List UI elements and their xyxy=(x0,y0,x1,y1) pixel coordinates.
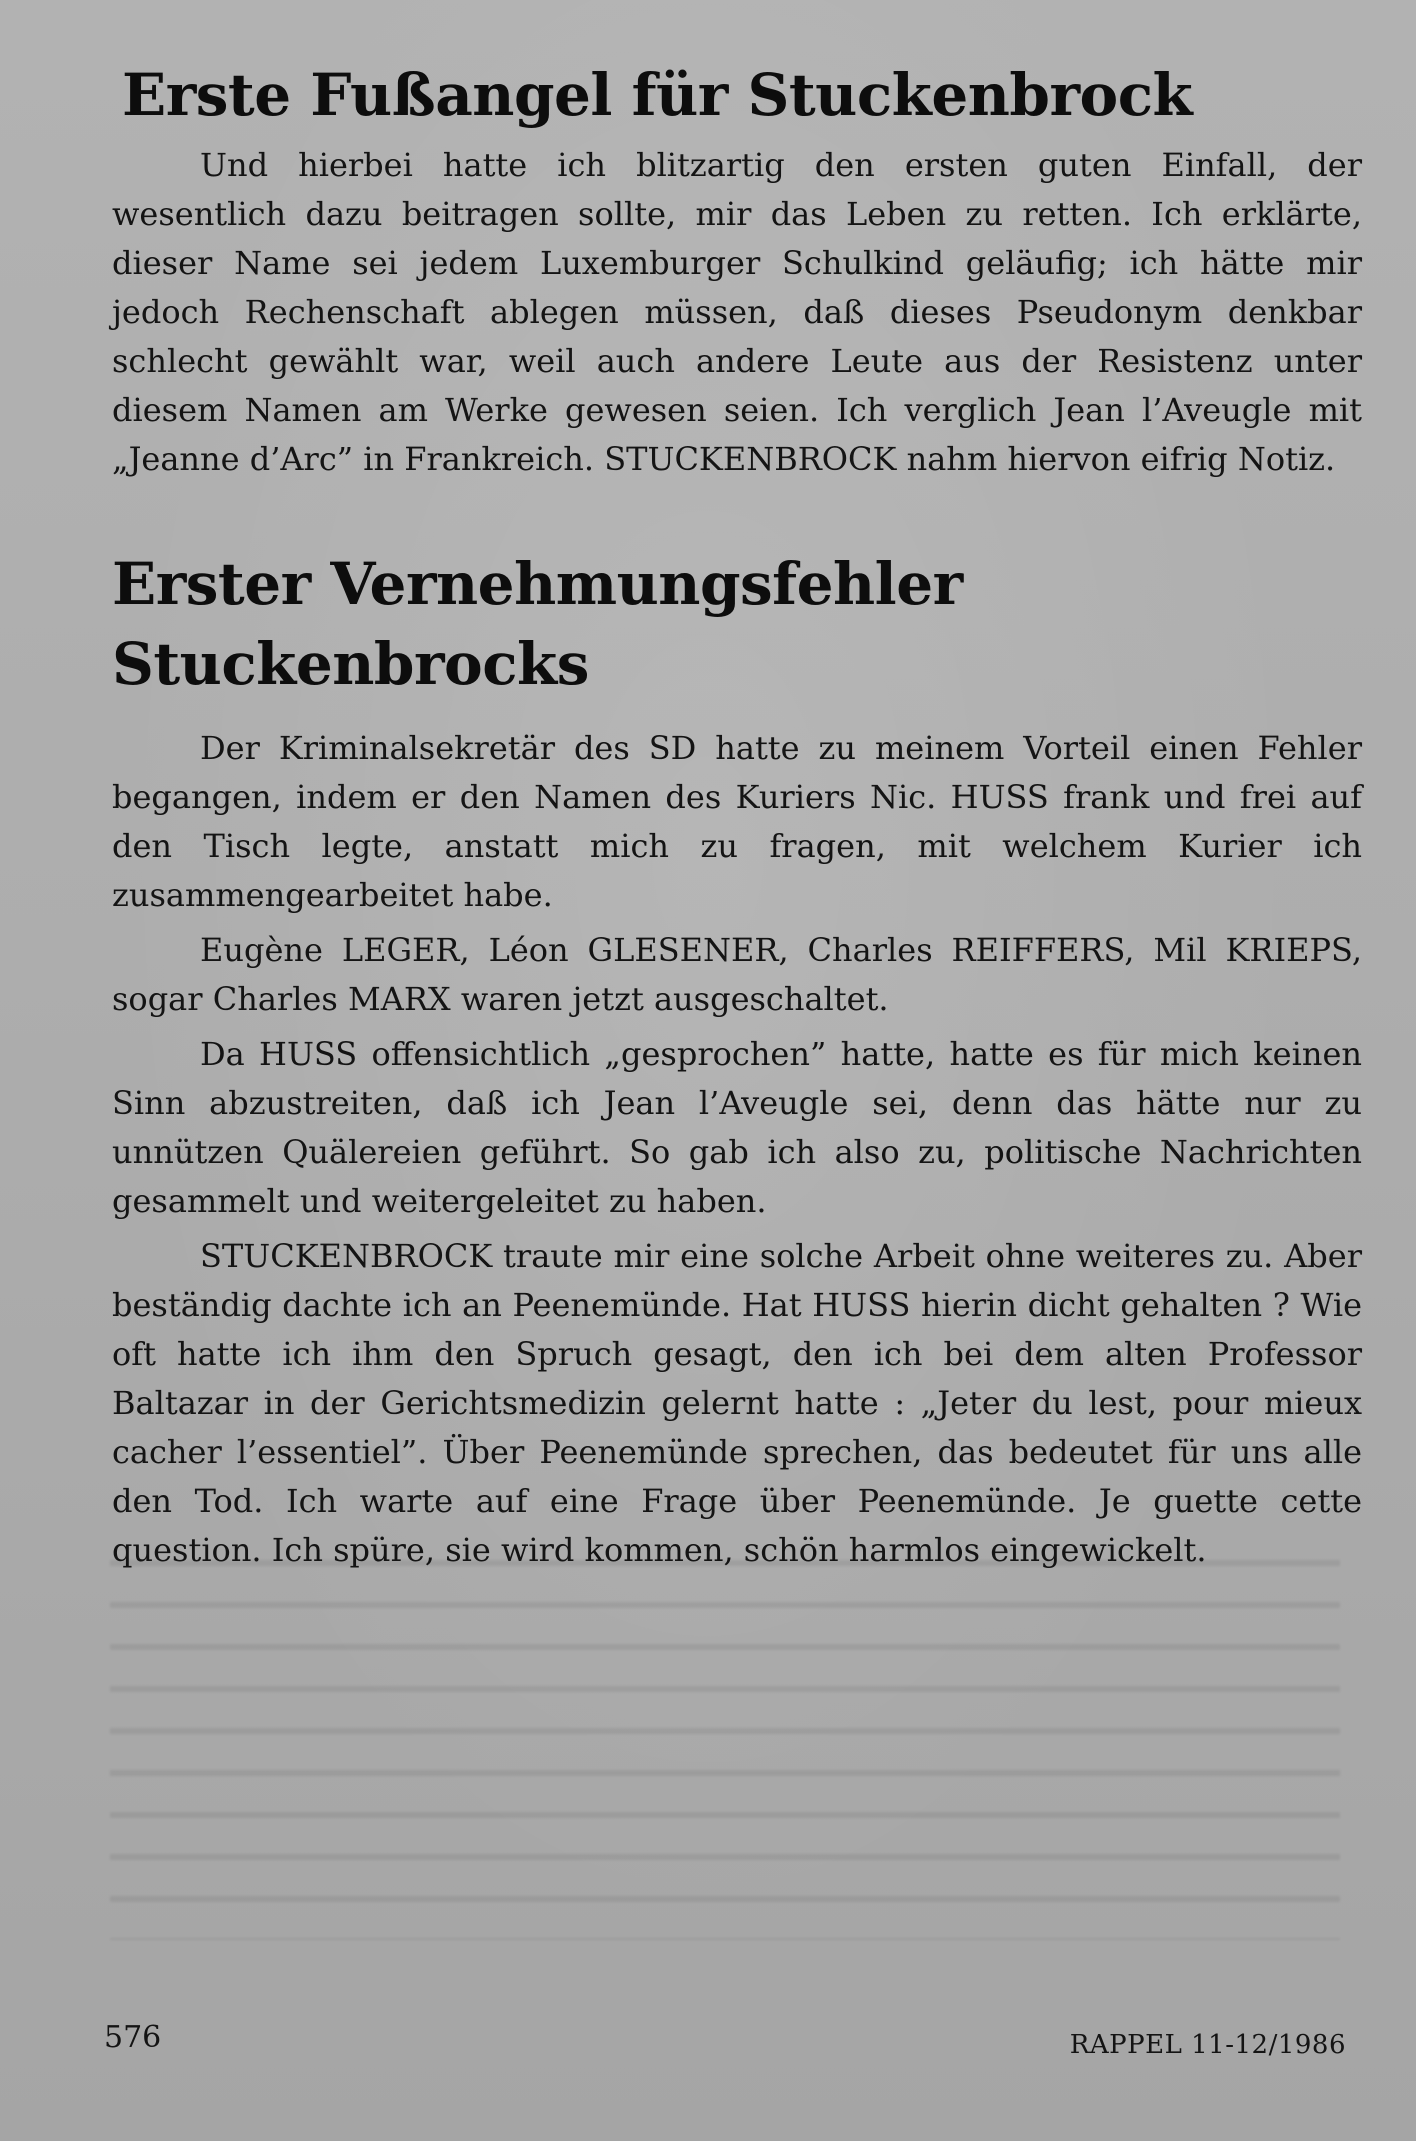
page-body xyxy=(112,55,1362,1581)
show-through-bleed xyxy=(110,1560,1340,1940)
page-number: 576 xyxy=(104,2020,162,2055)
section-1-heading: Erste Fußangel für Stuckenbrock xyxy=(122,61,1193,129)
section-2-paragraph-4: STUCKENBROCK traute mir eine solche Arbeit ohne weiteres zu. Aber beständig dachte ich an Peenemünde. Hat HUSS hierin dicht gehalten ? Wie oft hatte ich ihm den Spruch gesagt, den ich bei dem alten Professor Baltazar in der Gerichtsmedizin gelernt hatte : „Jeter du lest, pour mieux cacher l’essentiel”. Über Peenemünde sprechen, das bedeutet für uns alle den Tod. Ich warte auf eine Frage über Peenemünde. Je guette cette question. Ich spüre, sie wird kommen, schön harmlos eingewickelt. xyxy=(112,1237,1362,1569)
section-2-paragraph-3: Da HUSS offensichtlich „gesprochen” hatte, hatte es für mich keinen Sinn abzustreiten, daß ich Jean l’Aveugle sei, denn das hätte nur zu unnützen Quälereien geführt. So gab ich also zu, politische Nachrichten gesammelt und weitergeleitet zu haben. xyxy=(112,1035,1362,1220)
section-1-paragraph-1: Und hierbei hatte ich blitzartig den ersten guten Einfall, der wesentlich dazu beitragen sollte, mir das Leben zu retten. Ich erklärte, dieser Name sei jedem Luxemburger Schulkind geläufig; ich hätte mir jedoch Rechenschaft ablegen müssen, daß dieses Pseudonym denkbar schlecht gewählt war, weil auch andere Leute aus der Resistenz unter diesem Namen am Werke gewesen seien. Ich verglich Jean l’Aveugle mit „Jeanne d’Arc” in Frankreich. STUCKENBROCK nahm hiervon eifrig Notiz. xyxy=(112,146,1362,478)
section-2-heading: Erster Vernehmungsfehler Stuckenbrocks xyxy=(112,550,963,698)
journal-issue: RAPPEL 11-12/1986 xyxy=(1069,2030,1346,2060)
section-2-paragraph-2: Eugène LEGER, Léon GLESENER, Charles REIFFERS, Mil KRIEPS, sogar Charles MARX waren jetzt ausgeschaltet. xyxy=(112,931,1362,1018)
section-2-paragraph-1: Der Kriminalsekretär des SD hatte zu meinem Vorteil einen Fehler begangen, indem er den Namen des Kuriers Nic. HUSS frank und frei auf den Tisch legte, anstatt mich zu fragen, mit welchem Kurier ich zusammengearbeitet habe. xyxy=(112,729,1362,914)
page-footer xyxy=(0,2020,1416,2080)
